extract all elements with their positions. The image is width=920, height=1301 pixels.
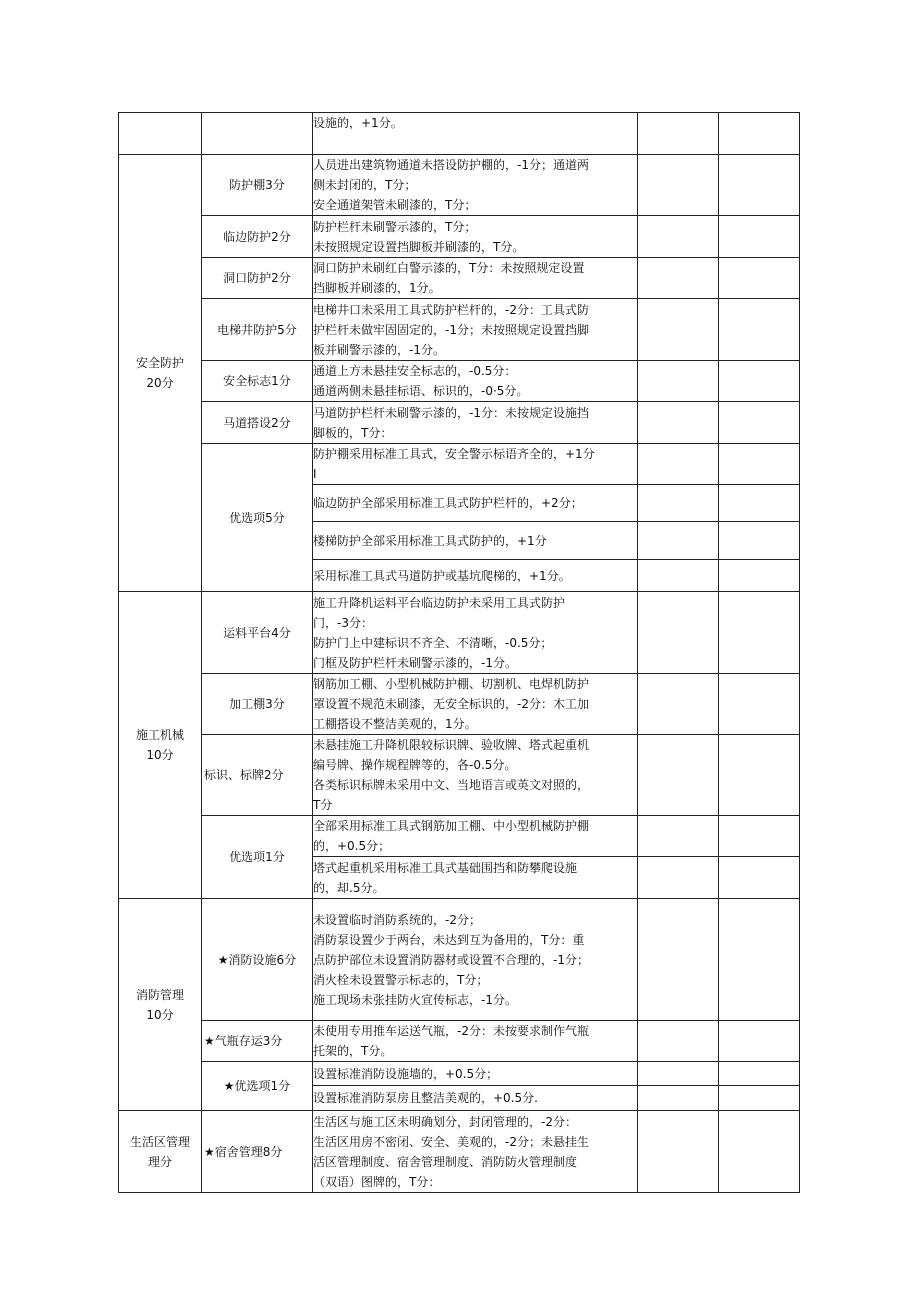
- table-row: [119, 899, 800, 1021]
- criteria-cell: 生活区与施工区未明确划分，封闭管理的，-2分： 生活区用房不密闭、安全、美观的，-2分；未悬挂生 活区管理制度、宿舍管理制度、消防防火管理制度 （双语）图牌的，T分：: [313, 1111, 638, 1193]
- option-cell: 防护棚采用标准工具式，安全警示标语齐全的，+1分 I: [313, 444, 638, 485]
- score-cell: [638, 361, 719, 402]
- score-table: [118, 112, 800, 1193]
- item-name: 防护棚3分: [202, 155, 313, 216]
- criteria-cell: 设施的，+1分。: [313, 113, 638, 155]
- table-row: [119, 1062, 800, 1086]
- score-cell: [638, 299, 719, 361]
- category-cell: [119, 113, 202, 155]
- option-cell: 塔式起重机采用标准工具式基础围挡和防攀爬设施 的，却.5分。: [313, 857, 638, 899]
- score-cell: [638, 522, 719, 560]
- score-cell: [638, 1086, 719, 1111]
- remark-cell: [719, 1111, 800, 1193]
- score-cell: [638, 402, 719, 444]
- score-cell: [638, 857, 719, 899]
- option-cell: 采用标准工具式马道防护或基坑爬梯的，+1分。: [313, 560, 638, 592]
- item-name: 电梯井防护5分: [202, 299, 313, 361]
- score-cell: [638, 485, 719, 522]
- table-row: [119, 816, 800, 857]
- remark-cell: [719, 592, 800, 674]
- option-cell: 楼梯防护全部采用标准工具式防护的，+1分: [313, 522, 638, 560]
- item-name: 标识、标牌2分: [202, 735, 313, 816]
- criteria-cell: 未设置临时消防系统的，-2分； 消防泵设置少于两台，未达到互为备用的，T分：重 点防护部位未设置消防器材或设置不合理的，-1分； 消火栓未设置警示标志的，T分； 施工现场未张挂防火宣传标志，-1分。: [313, 899, 638, 1021]
- table-row: [119, 444, 800, 485]
- remark-cell: [719, 113, 800, 155]
- remark-cell: [719, 444, 800, 485]
- item-name: 优选项5分: [202, 444, 313, 592]
- score-cell: [638, 216, 719, 258]
- remark-cell: [719, 1062, 800, 1086]
- option-cell: 设置标准消防设施墙的，+0.5分；: [313, 1062, 638, 1086]
- remark-cell: [719, 560, 800, 592]
- remark-cell: [719, 155, 800, 216]
- table-row: [119, 1021, 800, 1062]
- item-name: ★气瓶存运3分: [202, 1021, 313, 1062]
- remark-cell: [719, 216, 800, 258]
- table-row: [119, 155, 800, 216]
- item-name: 临边防护2分: [202, 216, 313, 258]
- remark-cell: [719, 857, 800, 899]
- criteria-cell: 施工升降机运料平台临边防护未采用工具式防护 门，-3分： 防护门上中建标识不齐全、不清晰，-0.5分； 门框及防护栏杆未刷警示漆的，-1分。: [313, 592, 638, 674]
- criteria-cell: 防护栏杆未刷警示漆的，T分； 未按照规定设置挡脚板并刷漆的，T分。: [313, 216, 638, 258]
- remark-cell: [719, 299, 800, 361]
- item-name: 运料平台4分: [202, 592, 313, 674]
- remark-cell: [719, 816, 800, 857]
- remark-cell: [719, 674, 800, 735]
- criteria-cell: 通道上方未悬挂安全标志的，-0.5分： 通道两侧未悬挂标语、标识的，-0·5分。: [313, 361, 638, 402]
- score-cell: [638, 735, 719, 816]
- remark-cell: [719, 258, 800, 299]
- criteria-cell: 未使用专用推车运送气瓶，-2分：未按要求制作气瓶 托架的，T分。: [313, 1021, 638, 1062]
- category-cell: 施工机械 10分: [119, 592, 202, 899]
- criteria-cell: 钢筋加工棚、小型机械防护棚、切割机、电焊机防护 罩设置不规范未刷漆，无安全标识的，-2分：木工加 工棚搭设不整洁美观的，1分。: [313, 674, 638, 735]
- score-cell: [638, 816, 719, 857]
- criteria-cell: 未悬挂施工升降机限较标识牌、验收牌、塔式起重机 编号牌、操作规程牌等的，各-0.5分。 各类标识标牌未采用中文、当地语言或英文对照的， T分: [313, 735, 638, 816]
- table-row: [119, 592, 800, 674]
- score-cell: [638, 592, 719, 674]
- table-row: [119, 361, 800, 402]
- remark-cell: [719, 735, 800, 816]
- option-cell: 全部采用标准工具式钢筋加工棚、中小型机械防护棚 的，+0.5分；: [313, 816, 638, 857]
- score-cell: [638, 113, 719, 155]
- criteria-cell: 马道防护栏杆未刷警示漆的，-1分：未按规定设施挡 脚板的，T分：: [313, 402, 638, 444]
- item-name: 加工棚3分: [202, 674, 313, 735]
- table-row: [119, 113, 800, 155]
- remark-cell: [719, 522, 800, 560]
- score-cell: [638, 899, 719, 1021]
- item-name: 马道搭设2分: [202, 402, 313, 444]
- table-row: [119, 258, 800, 299]
- score-cell: [638, 258, 719, 299]
- score-cell: [638, 674, 719, 735]
- remark-cell: [719, 361, 800, 402]
- item-name: ★消防设施6分: [202, 899, 313, 1021]
- remark-cell: [719, 485, 800, 522]
- table-row: [119, 674, 800, 735]
- criteria-cell: 电梯井口未采用工具式防护栏杆的，-2分：工具式防 护栏杆未做牢固固定的，-1分；未按照规定设置挡脚 板并刷警示漆的，-1分。: [313, 299, 638, 361]
- table-row: [119, 299, 800, 361]
- remark-cell: [719, 899, 800, 1021]
- item-cell: [202, 113, 313, 155]
- remark-cell: [719, 1086, 800, 1111]
- remark-cell: [719, 402, 800, 444]
- item-name: 优选项1分: [202, 816, 313, 899]
- score-cell: [638, 1021, 719, 1062]
- option-cell: 设置标准消防泵房且整洁美观的，+0.5分.: [313, 1086, 638, 1111]
- table-row: [119, 1111, 800, 1193]
- item-name: ★宿舍管理8分: [202, 1111, 313, 1193]
- table-row: [119, 735, 800, 816]
- score-cell: [638, 444, 719, 485]
- table-row: [119, 402, 800, 444]
- item-name: ★优选项1分: [202, 1062, 313, 1111]
- item-name: 安全标志1分: [202, 361, 313, 402]
- category-cell: 安全防护 20分: [119, 155, 202, 592]
- category-cell: 消防管理 10分: [119, 899, 202, 1111]
- score-cell: [638, 1111, 719, 1193]
- score-cell: [638, 560, 719, 592]
- score-cell: [638, 1062, 719, 1086]
- score-cell: [638, 155, 719, 216]
- remark-cell: [719, 1021, 800, 1062]
- table-row: [119, 216, 800, 258]
- category-cell: 生活区管理 理分: [119, 1111, 202, 1193]
- criteria-cell: 人员进出建筑物通道未搭设防护棚的，-1分；通道两 侧未封闭的，T分； 安全通道架管未刷漆的，T分；: [313, 155, 638, 216]
- criteria-cell: 洞口防护未刷红白警示漆的，T分：未按照规定设置 挡脚板并刷漆的，1分。: [313, 258, 638, 299]
- option-cell: 临边防护全部采用标准工具式防护栏杆的，+2分；: [313, 485, 638, 522]
- item-name: 洞口防护2分: [202, 258, 313, 299]
